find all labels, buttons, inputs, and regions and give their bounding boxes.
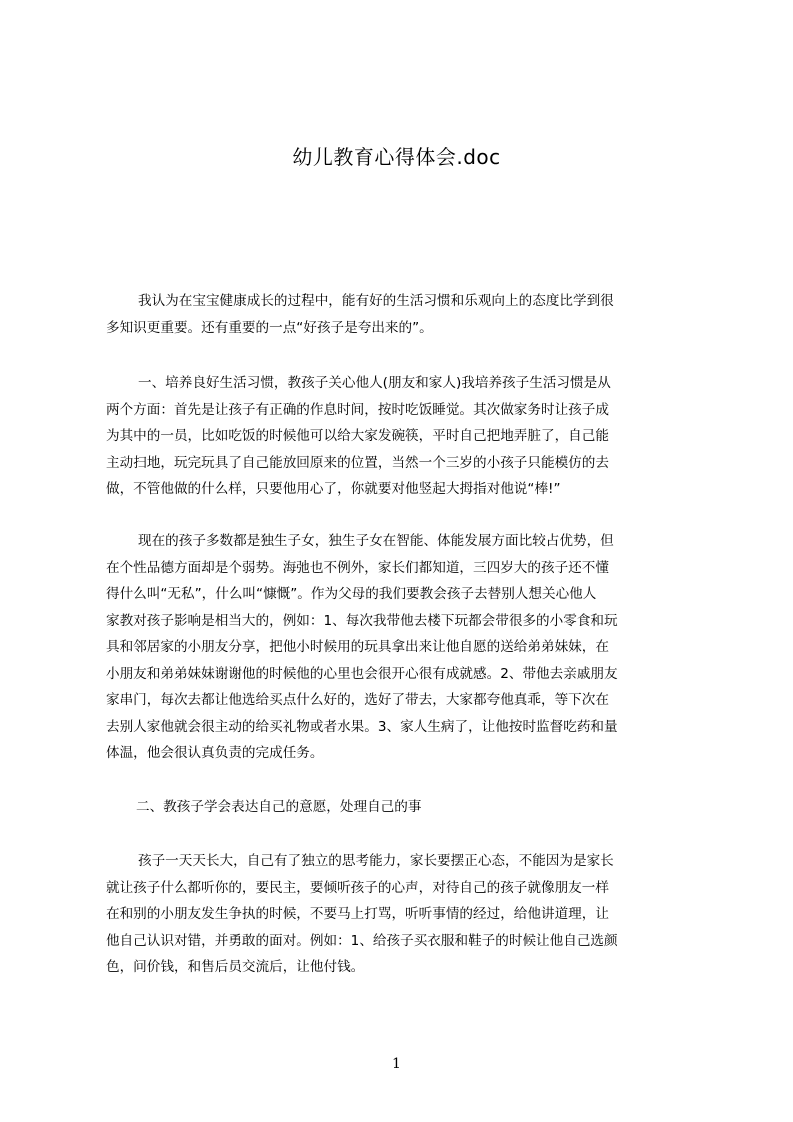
paragraph-2 bbox=[106, 370, 698, 503]
text-line: 多知识更重要。还有重要的一点“好孩子是夸出来的”。 bbox=[106, 319, 433, 336]
text-line: 我认为在宝宝健康成长的过程中，能有好的生活习惯和乐观向上的态度比学到很 bbox=[138, 293, 614, 309]
text-line: 二、教孩子学会表达自己的意愿，处理自己的事 bbox=[136, 799, 422, 815]
text-line: 一、培养良好生活习惯，教孩子关心他人(朋友和家人)我培养孩子生活习惯是从 bbox=[138, 375, 611, 391]
text-line: 主动扫地，玩完玩具了自己能放回原来的位置，当然一个三岁的小孩子只能模仿的去 bbox=[106, 454, 609, 471]
text-line: 体温，他会很认真负责的完成任务。 bbox=[106, 745, 324, 761]
text-line: 孩子一天天长大，自己有了独立的思考能力，家长要摆正心态，不能因为是家长 bbox=[138, 853, 614, 869]
text-line: 小朋友和弟弟妹妹谢谢他的时候他的心里也会很开心很有成就感。2、带他去亲戚朋友 bbox=[106, 665, 618, 682]
text-line: 色，问价钱，和售后员交流后，让他付钱。 bbox=[106, 959, 365, 975]
paragraph-3 bbox=[106, 528, 698, 767]
text-line: 两个方面：首先是让孩子有正确的作息时间，按时吃饭睡觉。其次做家务时让孩子成 bbox=[106, 401, 609, 418]
text-line: 他自己认识对错，并勇敢的面对。例如：1、给孩子买衣服和鞋子的时候让他自己选颜 bbox=[106, 932, 618, 949]
text-line: 现在的孩子多数都是独生子女，独生子女在智能、体能发展方面比较占优势，但 bbox=[138, 533, 614, 549]
text-line: 做，不管他做的什么样，只要他用心了，你就要对他竖起大拇指对他说“棒!” bbox=[106, 481, 561, 497]
document-title: 幼儿教育心得体会.doc bbox=[292, 145, 501, 169]
section-heading-2 bbox=[106, 794, 698, 821]
paragraph-5 bbox=[106, 848, 698, 981]
text-line: 家教对孩子影响是相当大的，例如：1、每次我带他去楼下玩都会带很多的小零食和玩 bbox=[106, 612, 618, 629]
text-line: 在和别的小朋友发生争执的时候，不要马上打骂，听听事情的经过，给他讲道理，让 bbox=[106, 906, 609, 922]
text-line: 家串门，每次去都让他选给买点什么好的，选好了带去，大家都夸他真乖，等下次在 bbox=[106, 692, 609, 708]
text-line: 具和邻居家的小朋友分享，把他小时候用的玩具拿出来让他自愿的送给弟弟妹妹，在 bbox=[106, 639, 609, 655]
text-line: 为其中的一员，比如吃饭的时候他可以给大家发碗筷，平时自己把地弄脏了，自己能 bbox=[106, 428, 609, 444]
paragraph-1 bbox=[106, 288, 698, 341]
text-line: 在个性品德方面却是个弱势。海弛也不例外，家长们都知道，三四岁大的孩子还不懂 bbox=[106, 559, 609, 576]
text-line: 去别人家他就会很主动的给买礼物或者水果。3、家人生病了，让他按时监督吃药和量 bbox=[106, 718, 618, 735]
text-line: 就让孩子什么都听你的，要民主，要倾听孩子的心声，对待自己的孩子就像朋友一样 bbox=[106, 879, 609, 896]
page-number: 1 bbox=[392, 1056, 401, 1072]
text-line: 得什么叫“无私”，什么叫“慷慨”。作为父母的我们要教会孩子去替别人想关心他人 bbox=[106, 586, 597, 602]
